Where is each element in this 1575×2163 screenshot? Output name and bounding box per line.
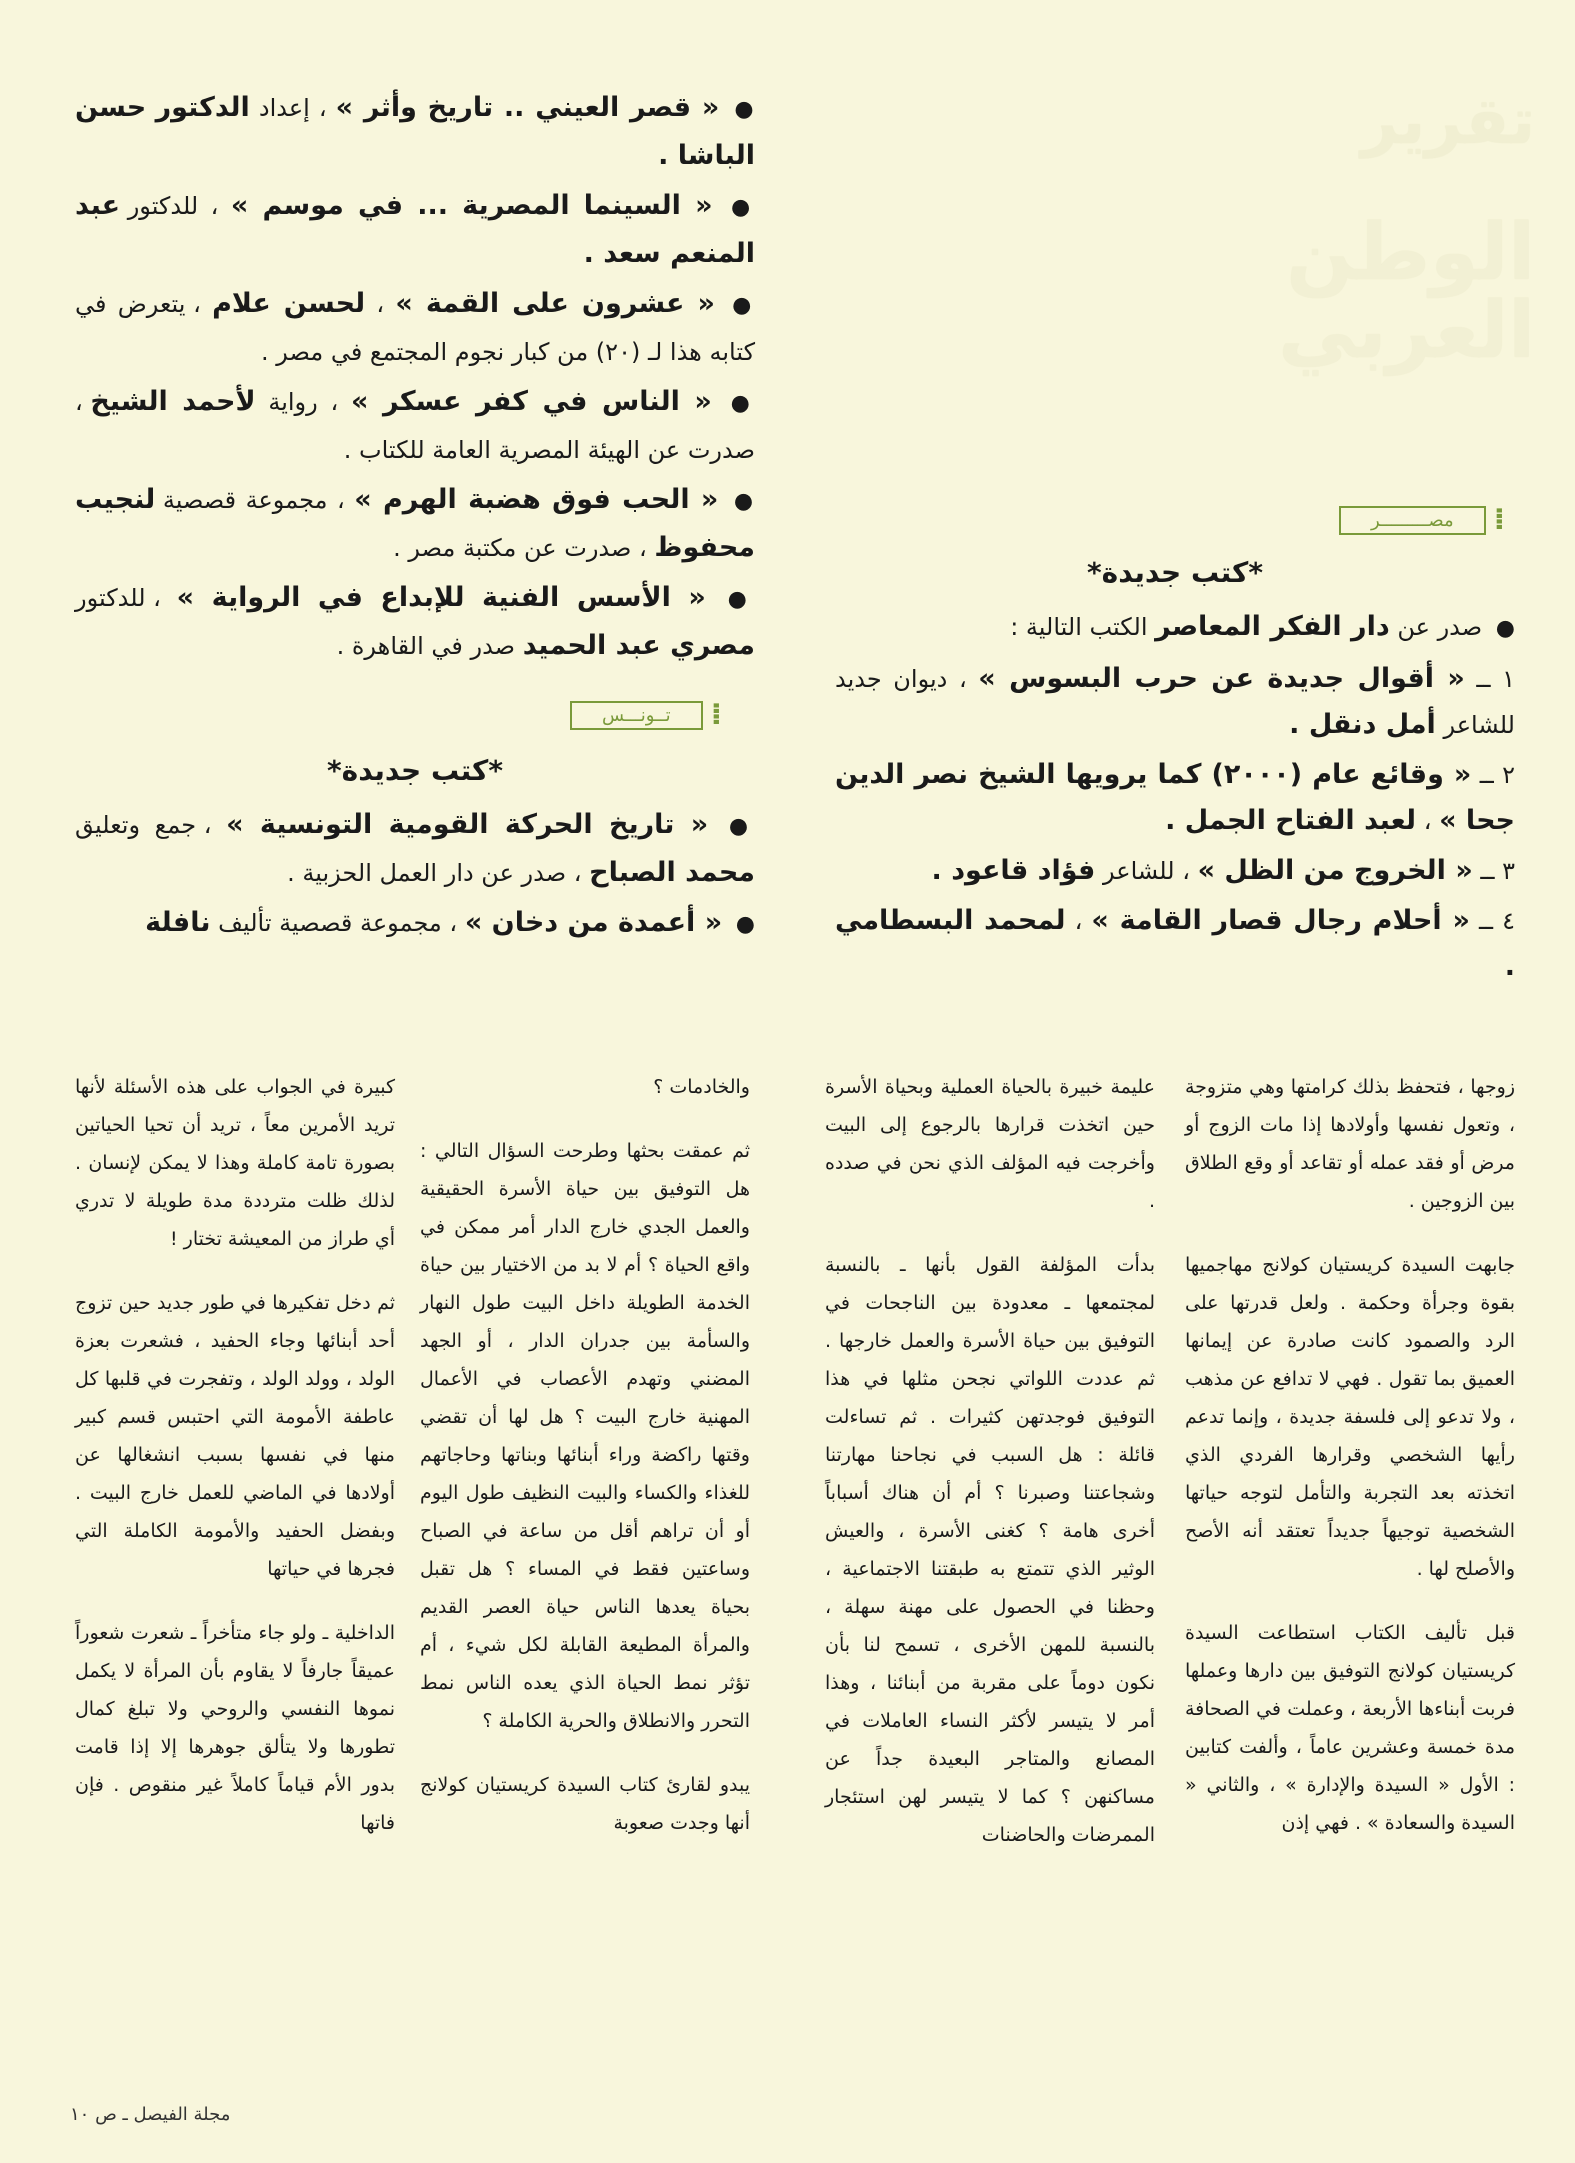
- egypt-books-column: [835, 550, 1515, 994]
- bullet-icon: ●: [734, 97, 755, 122]
- section-tag-tunisia: [570, 697, 723, 732]
- tag-colon-icon: ⁞: [710, 697, 723, 732]
- paragraph: يبدو لقارئ كتاب السيدة كريستيان كولانج أنها وجدت صعوبة: [420, 1774, 750, 1834]
- paragraph: ثم عمقت بحثها وطرحت السؤال التالي : هل التوفيق بين حياة الأسرة الحقيقية والعمل الجدي خارج الدار أمر ممكن في واقع الحياة ؟ أم لا بد من الاختيار بين حياة الخدمة الطويلة داخل البيت طول النهار والسأمة بين جدران الدار ، أو الجهد المضني وتهدم الأعصاب في الأعمال المهنية خارج البيت ؟ هل لها أن تقضي وقتها راكضة وراء أبنائها وبناتها وحاجاتهم للغذاء والكساء والبيت النظيف طول اليوم أو أن تراهم أقل من ساعة في الصباح وساعتين فقط في المساء ؟ هل تقبل بحياة يعدها الناس حياة العصر القديم والمرأة المطيعة القابلة لكل شيء ، أم تؤثر نمط الحياة الذي يعده الناس نمط التحرر والانطلاق والحرية الكاملة ؟: [420, 1140, 750, 1732]
- paragraph: الداخلية ـ ولو جاء متأخراً ـ شعرت شعوراً عميقاً جارفاً لا يقاوم بأن المرأة لا يكمل نموها النفسي والروحي ولا تبلغ كمال تطورها ولا يتألق جوهرها إلا إذا قامت بدور الأم قياماً كاملاً غير منقوص . فإن فاتها: [75, 1622, 395, 1834]
- bullet-icon: ●: [731, 195, 756, 220]
- bullet-icon: ●: [732, 293, 755, 318]
- bullet-icon: ●: [727, 587, 755, 612]
- article-column-2: [825, 1068, 1155, 1880]
- paragraph: زوجها ، فتحفظ بذلك كرامتها وهي متزوجة ، وتعول نفسها وأولادها إذا مات الزوج أو مرض أو فقد عمله أو تقاعد أو وقع الطلاق بين الزوجين .: [1185, 1076, 1515, 1212]
- bullet-icon: ●: [733, 489, 755, 514]
- tag-label: مصـــــــــر: [1339, 506, 1486, 535]
- book-item: ● « الأسس الفنية للإبداع في الرواية » ، للدكتور مصري عبد الحميد صدر في القاهرة .: [75, 582, 755, 661]
- egypt-book-item: ١ ــ « أقوال جديدة عن حرب البسوس » ، ديوان جديد للشاعر أمل دنقل .: [835, 663, 1515, 740]
- bullet-icon: ●: [730, 391, 755, 416]
- book-item: ● « أعمدة من دخان » ، مجموعة قصصية تأليف نافلة: [145, 907, 755, 938]
- bullet-icon: ●: [728, 814, 755, 839]
- book-item: ● « الحب فوق هضبة الهرم » ، مجموعة قصصية لنجيب محفوظ ، صدرت عن مكتبة مصر .: [75, 484, 755, 563]
- ghost-title-line2: الوطن العربي: [1278, 208, 1535, 376]
- egypt-heading: *كتب جديدة*: [1087, 556, 1263, 589]
- tag-colon-icon: ⁞: [1493, 502, 1505, 537]
- tunisia-books-column: [75, 748, 755, 952]
- page-footer: مجلة الفيصل ـ ص ١٠: [70, 2104, 231, 2125]
- book-item: ● « قصر العيني .. تاريخ وأثر » ، إعداد الدكتور حسن الباشا .: [75, 92, 755, 171]
- egypt-book-item: ٣ ــ « الخروج من الظل » ، للشاعر فؤاد قاعود .: [931, 855, 1515, 886]
- paragraph: كبيرة في الجواب على هذه الأسئلة لأنها تريد الأمرين معاً ، تريد أن تحيا الحياتين بصورة تامة كاملة وهذا لا يمكن لإنسان . لذلك ظلت مترددة مدة طويلة لا تدري أي طراز من المعيشة تختار !: [75, 1076, 395, 1250]
- egypt-books-continued: [75, 85, 755, 673]
- book-item: ● « الناس في كفر عسكر » ، رواية لأحمد الشيخ ، صدرت عن الهيئة المصرية العامة للكتاب .: [75, 386, 755, 464]
- article-column-1: [1185, 1068, 1515, 1868]
- paragraph: ثم دخل تفكيرها في طور جديد حين تزوج أحد أبنائها وجاء الحفيد ، فشعرت بعزة الولد ، وولد الولد ، وتفجرت في قلبها كل عاطفة الأمومة التي احتبس قسم كبير منها في نفسها بسبب انشغالها عن أولادها في الماضي للعمل خارج البيت . وبفضل الحفيد والأمومة الكاملة التي فجرها في حياتها: [75, 1292, 395, 1580]
- tunisia-heading: *كتب جديدة*: [327, 754, 503, 787]
- paragraph: قبل تأليف الكتاب استطاعت السيدة كريستيان كولانج التوفيق بين دارها وعملها فربت أبناءها الأربعة ، وعملت في الصحافة مدة خمسة وعشرين عاماً ، وألفت كتابين : الأول « السيدة والإدارة » ، والثاني « السيدة والسعادة » . فهي إذن: [1185, 1622, 1515, 1834]
- egypt-intro: ● صدر عن دار الفكر المعاصر الكتب التالية :: [1010, 611, 1515, 642]
- egypt-book-item: ٤ ــ « أحلام رجال قصار القامة » ، لمحمد البسطامي .: [835, 905, 1515, 982]
- article-column-4: [75, 1068, 395, 1868]
- book-item: ● « عشرون على القمة » ، لحسن علام ، يتعرض في كتابه هذا لـ (٢٠) من كبار نجوم المجتمع في مصر .: [75, 288, 755, 366]
- section-tag-egypt: [1339, 502, 1505, 537]
- bullet-icon: ●: [735, 912, 755, 937]
- ghost-section-title: [1115, 85, 1535, 376]
- book-item: ● « السينما المصرية ... في موسم » ، للدكتور عبد المنعم سعد .: [75, 190, 756, 269]
- egypt-book-item: ٢ ــ « وقائع عام (٢٠٠٠) كما يرويها الشيخ نصر الدين جحا » ، لعبد الفتاح الجمل .: [835, 759, 1515, 836]
- paragraph: بدأت المؤلفة القول بأنها ـ بالنسبة لمجتمعها ـ معدودة بين الناجحات في التوفيق بين حياة الأسرة والعمل خارجها . ثم عددت اللواتي نجحن مثلها في هذا التوفيق فوجدتهن كثيرات . ثم تساءلت قائلة : هل السبب في نجاحنا مهارتنا وشجاعتنا وصبرنا ؟ أم أن هناك أسباباً أخرى هامة ؟ كغنى الأسرة ، والعيش الوثير الذي تتمتع به طبقتنا الاجتماعية ، وحظنا في الحصول على مهنة سهلة ، بالنسبة للمهن الأخرى ، تسمح لنا بأن نكون دوماً على مقربة من أبنائنا ، وهذا أمر لا يتيسر لأكثر النساء العاملات في المصانع والمتاجر البعيدة جداً عن مساكنهن ؟ كما لا يتيسر لهن استئجار الممرضات والحاضنات: [825, 1254, 1155, 1846]
- paragraph: جابهت السيدة كريستيان كولانج مهاجميها بقوة وجرأة وحكمة . ولعل قدرتها على الرد والصمود كانت صادرة عن إيمانها العميق بما تقول . فهي لا تدافع عن مذهب ، ولا تدعو إلى فلسفة جديدة ، وإنما تدعم رأيها الشخصي وقرارها الفردي الذي اتخذته بعد التجربة والتأمل لتوجه حياتها الشخصية توجيهاً جديداً تعتقد أنه الأصح والأصلح لها .: [1185, 1254, 1515, 1580]
- book-item: ● « تاريخ الحركة القومية التونسية » ، جمع وتعليق محمد الصباح ، صدر عن دار العمل الحزبية .: [75, 809, 755, 888]
- paragraph: والخادمات ؟: [653, 1076, 750, 1098]
- paragraph: عليمة خبيرة بالحياة العملية وبحياة الأسرة حين اتخذت قرارها بالرجوع إلى البيت وأخرجت فيه المؤلف الذي نحن في صدده .: [825, 1076, 1155, 1212]
- bullet-icon: ●: [1495, 616, 1515, 641]
- article-column-3: [420, 1068, 750, 1868]
- ghost-title-line1: تقرير: [1361, 85, 1535, 159]
- tag-label: تــونـــس: [570, 701, 703, 730]
